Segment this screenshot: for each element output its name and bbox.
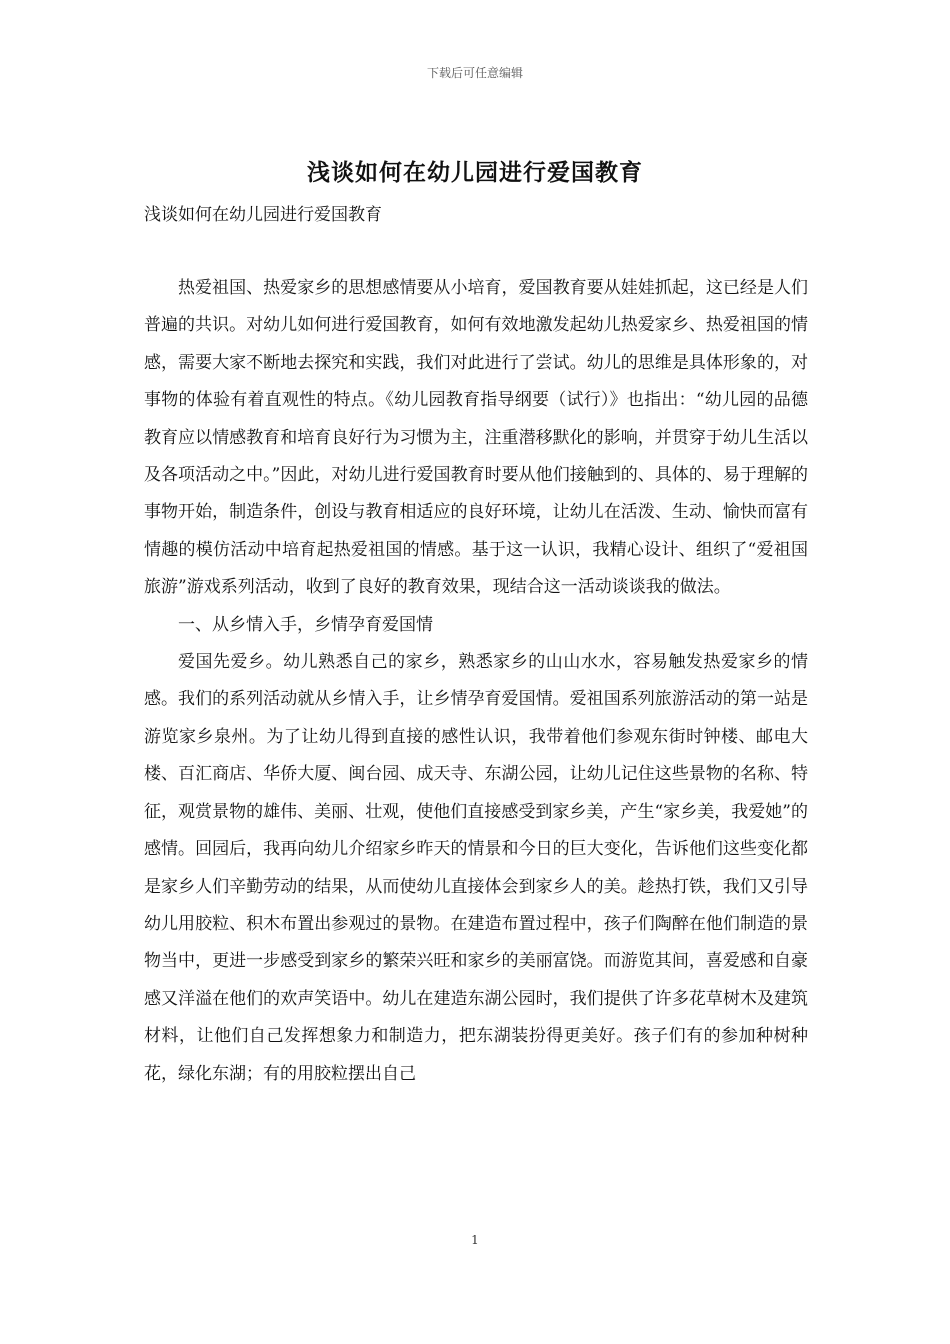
page-header: 下载后可任意编辑 xyxy=(426,66,523,80)
section-heading-1: 一、从乡情入手，乡情孕育爱国情 xyxy=(178,614,433,635)
document-subtitle: 浅谈如何在幼儿园进行爱国教育 xyxy=(144,205,382,225)
document-body xyxy=(144,270,808,1093)
paragraph-intro: 热爱祖国、热爱家乡的思想感情要从小培育，爱国教育要从娃娃抓起，这已经是人们普遍的共识。对幼儿如何进行爱国教育，如何有效地激发起幼儿热爱家乡、热爱祖国的情感，需要大家不断地去探究和实践，我们对此进行了尝试。幼儿的思维是具体形象的，对事物的体验有着直观性的特点。《幼儿园教育指导纲要（试行）》也指出：“幼儿园的品德教育应以情感教育和培育良好行为习惯为主，注重潜移默化的影响，并贯穿于幼儿生活以及各项活动之中。”因此，对幼儿进行爱国教育时要从他们接触到的、具体的、易于理解的事物开始，制造条件，创设与教育相适应的良好环境，让幼儿在活泼、生动、愉快而富有情趣的模仿活动中培育起热爱祖国的情感。基于这一认识，我精心设计、组织了“爱祖国旅游”游戏系列活动，收到了良好的教育效果，现结合这一活动谈谈我的做法。 xyxy=(144,278,808,598)
page-number: 1 xyxy=(471,1233,479,1247)
document-title: 浅谈如何在幼儿园进行爱国教育 xyxy=(307,159,643,186)
paragraph-section-1: 爱国先爱乡。幼儿熟悉自己的家乡，熟悉家乡的山山水水，容易触发热爱家乡的情感。我们的系列活动就从乡情入手，让乡情孕育爱国情。爱祖国系列旅游活动的第一站是游览家乡泉州。为了让幼儿得到直接的感性认识，我带着他们参观东街时钟楼、邮电大楼、百汇商店、华侨大厦、闽台园、成天寺、东湖公园，让幼儿记住这些景物的名称、特征，观赏景物的雄伟、美丽、壮观，使他们直接感受到家乡美，产生“家乡美，我爱她”的感情。回园后，我再向幼儿介绍家乡昨天的情景和今日的巨大变化，告诉他们这些变化都是家乡人们辛勤劳动的结果，从而使幼儿直接体会到家乡人的美。趁热打铁，我们又引导幼儿用胶粒、积木布置出参观过的景物。在建造布置过程中，孩子们陶醉在他们制造的景物当中，更进一步感受到家乡的繁荣兴旺和家乡的美丽富饶。而游览其间，喜爱感和自豪感又洋溢在他们的欢声笑语中。幼儿在建造东湖公园时，我们提供了许多花草树木及建筑材料，让他们自己发挥想象力和制造力，把东湖装扮得更美好。孩子们有的参加种树种花，绿化东湖；有的用胶粒摆出自己 xyxy=(144,652,808,1084)
